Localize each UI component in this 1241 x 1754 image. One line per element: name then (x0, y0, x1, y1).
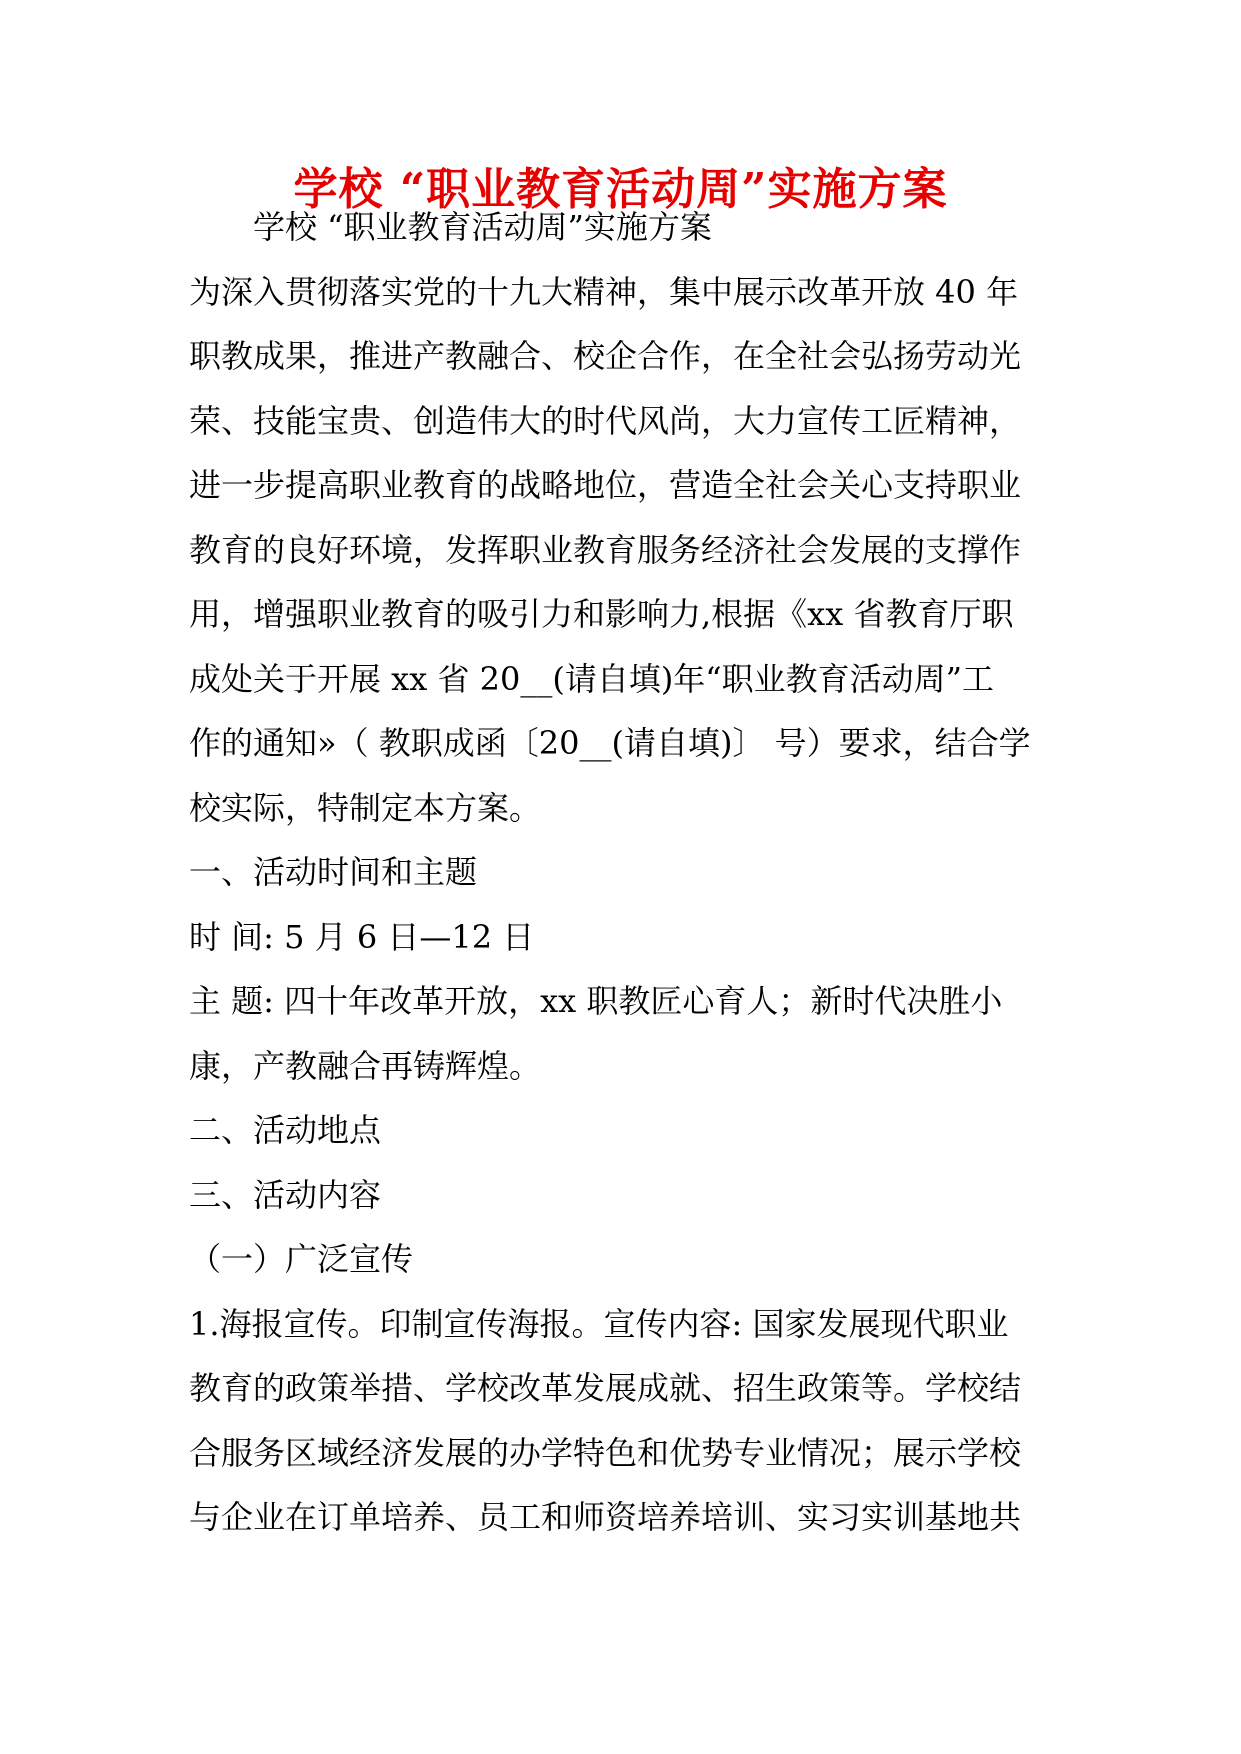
body-line: 成处关于开展 xx 省 20__(请自填)年“职业教育活动周”工 (189, 659, 995, 698)
body-line: 1.海报宣传。印制宣传海报。宣传内容: 国家发展现代职业 (189, 1304, 1009, 1343)
document-body (189, 195, 1069, 1550)
section-heading: 三、活动内容 (189, 1175, 382, 1214)
body-line: 作的通知»（ 教职成函〔20__(请自填)〕 号）要求，结合学 (189, 724, 1031, 762)
section-heading: 二、活动地点 (189, 1111, 382, 1149)
body-line: 康，产教融合再铸辉煌。 (189, 1046, 542, 1085)
body-line: 主 题: 四十年改革开放，xx 职教匠心育人；新时代决胜小 (189, 982, 1003, 1020)
body-line: 合服务区域经济发展的办学特色和优势专业情况；展示学校 (189, 1433, 1022, 1472)
body-line: 时 间: 5 月 6 日—12 日 (189, 917, 535, 956)
body-line: 荣、技能宝贵、创造伟大的时代风尚，大力宣传工匠精神， (189, 401, 1022, 440)
subtitle-line: 学校 “职业教育活动周”实施方案 (253, 208, 712, 246)
body-line: 进一步提高职业教育的战略地位，营造全社会关心支持职业 (189, 466, 1022, 504)
body-line: 用，增强职业教育的吸引力和影响力,根据《xx 省教育厅职 (189, 595, 1014, 633)
body-line: 教育的政策举措、学校改革发展成就、招生政策等。学校结 (189, 1369, 1022, 1407)
body-line: 教育的良好环境，发挥职业教育服务经济社会发展的支撑作 (189, 530, 1022, 569)
section-heading: 一、活动时间和主题 (189, 853, 478, 891)
document-title: 学校 “职业教育活动周”实施方案 (293, 164, 948, 215)
subsection-heading: （一）广泛宣传 (189, 1240, 414, 1278)
body-line: 职教成果，推进产教融合、校企合作，在全社会弘扬劳动光 (189, 337, 1022, 375)
body-line: 校实际，特制定本方案。 (189, 788, 542, 827)
body-line: 与企业在订单培养、员工和师资培养培训、实习实训基地共 (189, 1498, 1022, 1536)
body-line: 为深入贯彻落实党的十九大精神，集中展示改革开放 40 年 (189, 272, 1019, 311)
